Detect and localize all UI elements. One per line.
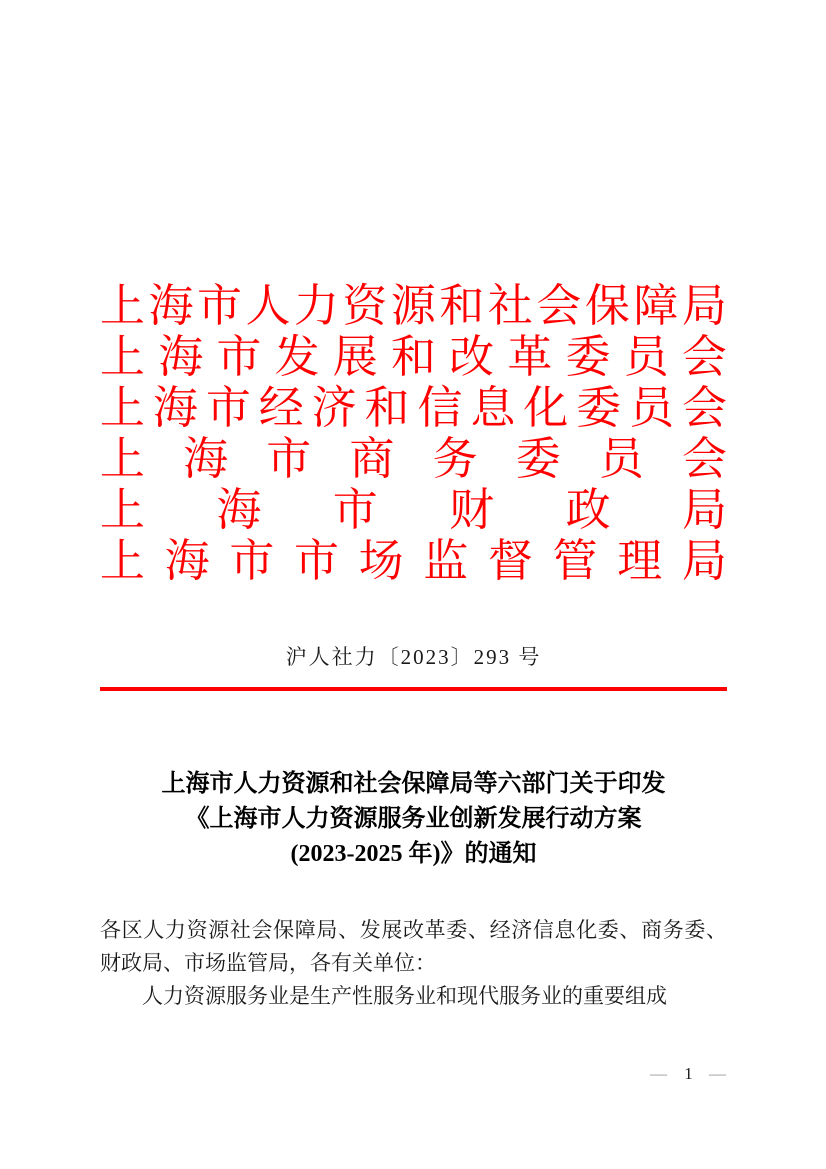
document-title-line-1: 上海市人力资源和社会保障局等六部门关于印发 (161, 771, 666, 797)
document-title-line-2: 《上海市人力资源服务业创新发展行动方案 (185, 806, 642, 832)
agency-name-3: 上 海 市 经 济 和 信 息 化 委 员 会 (100, 383, 727, 433)
document-content (100, 0, 727, 1013)
page-number (650, 1062, 727, 1086)
agency-name-4: 上 海 市 商 务 委 员 会 (100, 434, 727, 484)
red-divider-line (100, 687, 727, 691)
letterhead (100, 281, 727, 691)
agency-name-6: 上 海 市 市 场 监 督 管 理 局 (100, 536, 727, 586)
salutation: 各区人力资源社会保障局、发展改革委、经济信息化委、商务委、财政局、市场监管局，各有关单位： (100, 918, 727, 975)
document-title (100, 767, 727, 872)
agency-name-1: 上 海 市 人 力 资 源 和 社 会 保 障 局 (100, 281, 727, 331)
document-main (100, 767, 727, 1013)
page-number-dash-right: — (709, 1064, 727, 1083)
document-title-line-3: (2023-2025 年)》的通知 (290, 841, 537, 867)
agency-name-2: 上 海 市 发 展 和 改 革 委 员 会 (100, 332, 727, 382)
page-number-value: 1 (684, 1064, 693, 1083)
agency-list (100, 281, 727, 587)
document-body (100, 914, 727, 1013)
agency-name-5: 上 海 市 财 政 局 (100, 485, 727, 535)
document-number: 沪人社力〔2023〕293 号 (285, 645, 542, 669)
body-paragraph: 人力资源服务业是生产性服务业和现代服务业的重要组成 (142, 984, 667, 1008)
page-number-dash-left: — (650, 1064, 668, 1083)
